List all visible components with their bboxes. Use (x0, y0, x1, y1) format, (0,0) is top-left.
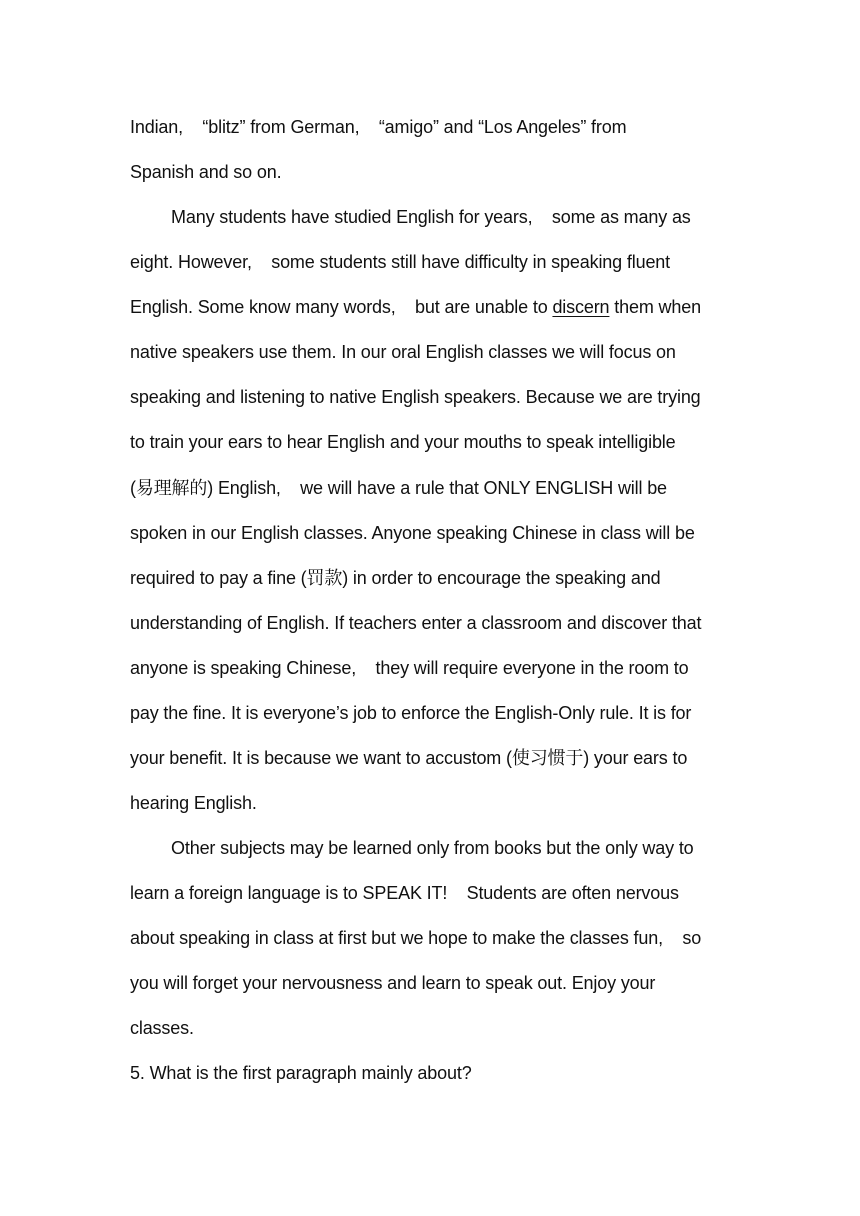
text-line (130, 295, 740, 319)
text-line: (易理解的) English, we will have a rule that ONLY ENGLISH will be (130, 478, 667, 498)
text-line: classes. (130, 1018, 194, 1038)
text-line: you will forget your nervousness and learn to speak out. Enjoy your (130, 973, 656, 993)
text-line: Indian, “blitz” from German, “amigo” and “Los Angeles” from (130, 117, 627, 137)
paragraph-start-line: Other subjects may be learned only from books but the only way to (171, 838, 694, 858)
text-line: spoken in our English classes. Anyone speaking Chinese in class will be (130, 523, 695, 543)
text-line: to train your ears to hear English and your mouths to speak intelligible (130, 432, 676, 452)
text-line: Spanish and so on. (130, 162, 282, 182)
text-segment: English. Some know many words, but are unable to (130, 297, 553, 317)
text-line: learn a foreign language is to SPEAK IT! Students are often nervous (130, 883, 679, 903)
question-line: 5. What is the first paragraph mainly about? (130, 1063, 472, 1083)
text-line: required to pay a fine (罚款) in order to encourage the speaking and (130, 568, 661, 588)
text-line: your benefit. It is because we want to accustom (使习惯于) your ears to (130, 748, 688, 768)
text-segment: them when (609, 297, 701, 317)
text-line: eight. However, some students still have difficulty in speaking fluent (130, 252, 671, 272)
text-line: about speaking in class at first but we hope to make the classes fun, so (130, 928, 702, 948)
text-line: understanding of English. If teachers enter a classroom and discover that (130, 613, 702, 633)
text-line: speaking and listening to native English speakers. Because we are trying (130, 387, 701, 407)
underlined-word: discern (552, 297, 610, 317)
text-line: pay the fine. It is everyone’s job to enforce the English-Only rule. It is for (130, 703, 692, 723)
paragraph-start-line: Many students have studied English for years, some as many as (171, 207, 691, 227)
text-line: native speakers use them. In our oral English classes we will focus on (130, 342, 676, 362)
text-line: anyone is speaking Chinese, they will require everyone in the room to (130, 658, 689, 678)
text-line: hearing English. (130, 793, 257, 813)
